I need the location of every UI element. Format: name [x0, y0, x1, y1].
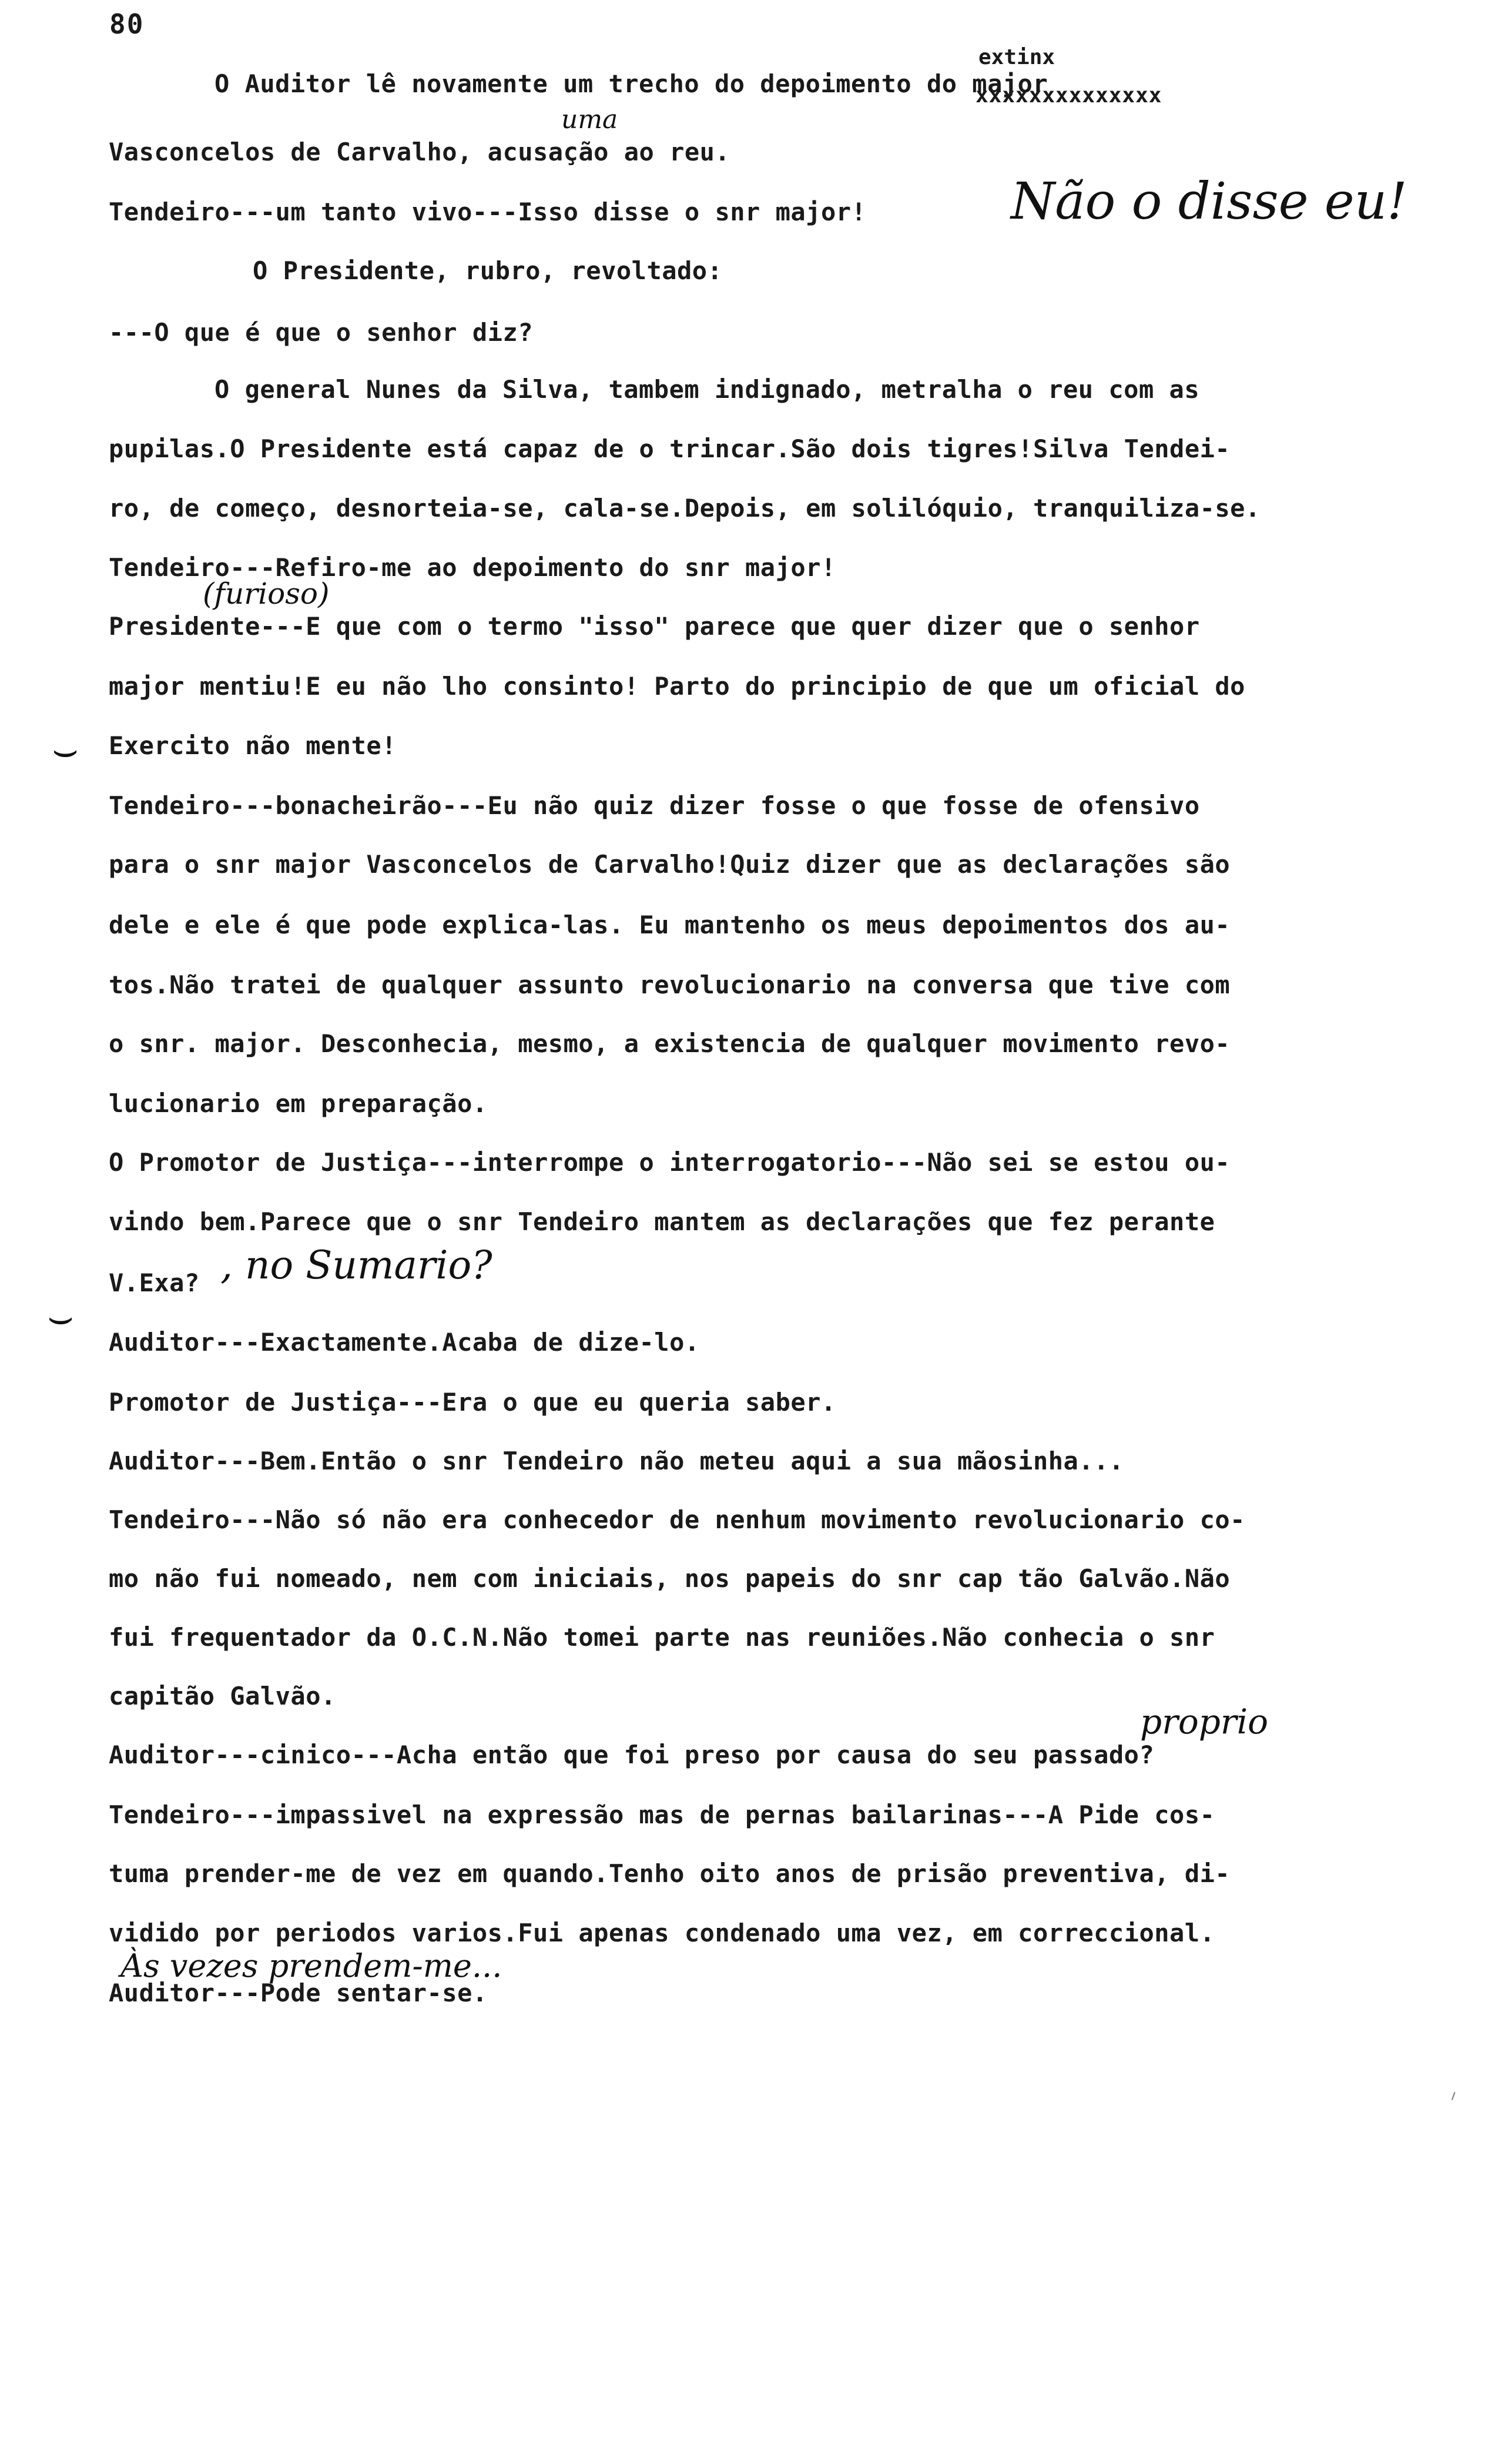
- text-line-1: O Auditor lê novamente um trecho do depoimento do major: [214, 69, 1048, 98]
- text-line-18: lucionario em preparação.: [109, 1089, 488, 1118]
- text-line-21: V.Exa?: [109, 1268, 200, 1297]
- text-line-11: major mentiu!E eu não lho consinto! Parto do principio de que um oficial do: [109, 672, 1245, 701]
- stray-pen-mark: [1452, 2092, 1459, 2101]
- text-line-9: Tendeiro---Refiro-me ao depoimento do snr major!: [109, 553, 836, 582]
- text-line-14: para o snr major Vasconcelos de Carvalho!Quiz dizer que as declarações são: [109, 850, 1231, 879]
- text-line-20: vindo bem.Parece que o snr Tendeiro mantem as declarações que fez perante: [109, 1207, 1215, 1236]
- text-line-7: pupilas.O Presidente está capaz de o trincar.São dois tigres!Silva Tendei-: [109, 434, 1231, 463]
- text-line-10: Presidente---E que com o termo "isso" parece que quer dizer que o senhor: [109, 612, 1200, 641]
- text-line-31: tuma prender-me de vez em quando.Tenho oito anos de prisão preventiva, di-: [109, 1859, 1231, 1888]
- handwritten-furioso: (furioso): [203, 577, 330, 611]
- text-line-23: Promotor de Justiça---Era o que eu queria saber.: [109, 1388, 836, 1417]
- text-line-33: Auditor---Pode sentar-se.: [109, 1978, 488, 2007]
- text-line-13: Tendeiro---bonacheirão---Eu não quiz dizer fosse o que fosse de ofensivo: [109, 791, 1200, 820]
- page-number: 80: [109, 8, 145, 40]
- margin-check-mark-2: ⌣: [47, 1293, 75, 1341]
- text-line-32: vidido por periodos varios.Fui apenas condenado uma vez, em correccional.: [109, 1919, 1215, 1947]
- text-line-28: capitão Galvão.: [109, 1682, 336, 1710]
- text-line-17: o snr. major. Desconhecia, mesmo, a existencia de qualquer movimento revo-: [109, 1029, 1231, 1058]
- margin-check-mark-1: ⌣: [52, 725, 79, 774]
- handwritten-as-vezes: Às vezes prendem-me...: [120, 1947, 502, 1984]
- text-line-6: O general Nunes da Silva, tambem indignado, metralha o reu com as: [214, 375, 1200, 404]
- text-line-2: Vasconcelos de Carvalho, acusação ao reu.: [109, 138, 730, 166]
- text-line-26: mo não fui nomeado, nem com iniciais, nos papeis do snr cap tão Galvão.Não: [109, 1564, 1231, 1593]
- handwritten-proprio: proprio: [1140, 1702, 1269, 1742]
- text-line-22: Auditor---Exactamente.Acaba de dize-lo.: [109, 1328, 700, 1357]
- text-line-12: Exercito não mente!: [109, 731, 397, 760]
- overtyped-strikeout-gap: xxxxxxxxxxxxxx: [976, 83, 1162, 108]
- handwritten-reply-nao-disse: Não o disse eu!: [1011, 172, 1407, 231]
- text-line-19: O Promotor de Justiça---interrompe o interrogatorio---Não sei se estou ou-: [109, 1148, 1231, 1177]
- text-line-16: tos.Não tratei de qualquer assunto revolucionario na conversa que tive com: [109, 970, 1231, 999]
- text-line-27: fui frequentador da O.C.N.Não tomei parte nas reuniões.Não conhecia o snr: [109, 1623, 1215, 1652]
- handwritten-insert-uma: uma: [561, 105, 618, 135]
- text-line-30: Tendeiro---impassivel na expressão mas de pernas bailarinas---A Pide cos-: [109, 1800, 1215, 1829]
- text-line-15: dele e ele é que pode explica-las. Eu mantenho os meus depoimentos dos au-: [109, 910, 1231, 939]
- text-line-29: Auditor---cinico---Acha então que foi preso por causa do seu passado?: [109, 1740, 1155, 1769]
- text-line-24: Auditor---Bem.Então o snr Tendeiro não meteu aqui a sua mãosinha...: [109, 1447, 1124, 1475]
- handwritten-no-sumario: , no Sumario?: [220, 1243, 492, 1288]
- text-line-8: ro, de começo, desnorteia-se, cala-se.Depois, em solilóquio, tranquiliza-se.: [109, 494, 1261, 523]
- overtyped-strikeout-top: extinx: [978, 45, 1055, 69]
- text-line-25: Tendeiro---Não só não era conhecedor de nenhum movimento revolucionario co-: [109, 1505, 1245, 1534]
- text-line-4: O Presidente, rubro, revoltado:: [253, 256, 723, 285]
- text-line-3: Tendeiro---um tanto vivo---Isso disse o snr major!: [109, 197, 867, 226]
- text-line-5: ---O que é que o senhor diz?: [109, 318, 534, 347]
